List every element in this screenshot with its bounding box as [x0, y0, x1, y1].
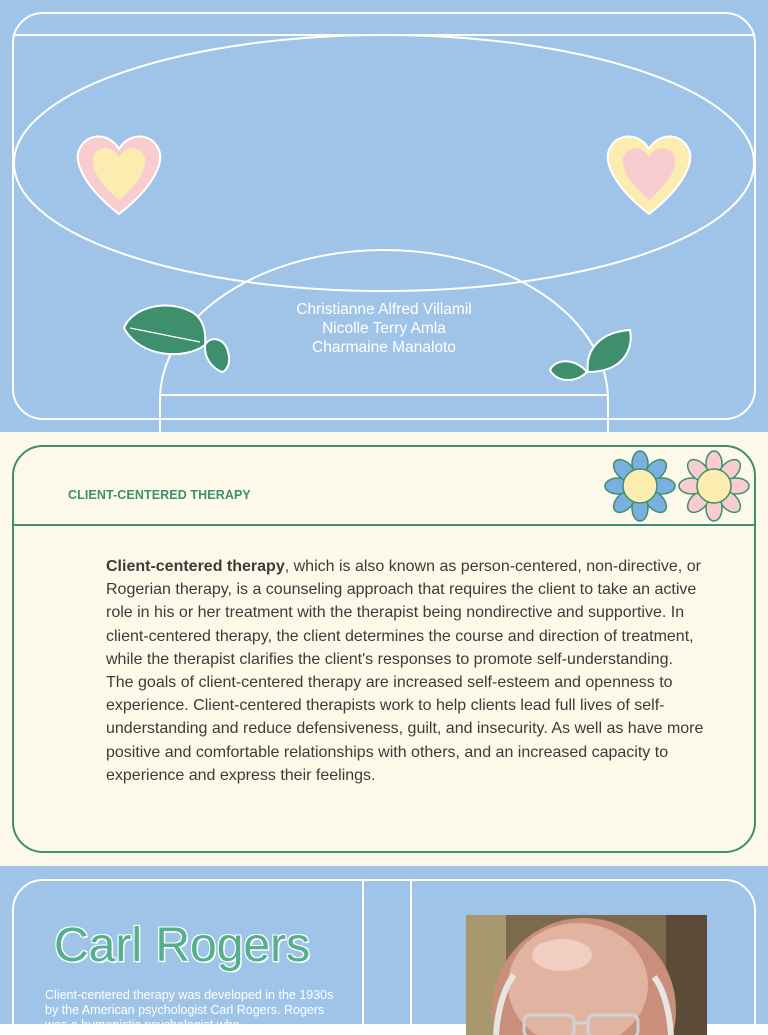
definition-body	[106, 555, 706, 787]
flower-blue-icon	[605, 451, 675, 521]
definition-text: , which is also known as person-centered, non-directive, or Rogerian therapy, is a counseling approach that requires the client to take an active role in his or her treatment with the therapist being nondirective and supportive. In client-centered therapy, the client determines the course and direction of treatment, while the therapist clarifies the client's responses to promote self-understanding.	[106, 558, 701, 668]
cover-slide	[0, 0, 768, 432]
rogers-slide	[0, 866, 768, 1032]
section-title: CLIENT-CENTERED THERAPY	[68, 488, 251, 502]
definition-term: Client-centered therapy	[106, 558, 285, 575]
author-name: Charmaine Manaloto	[312, 339, 456, 356]
author-name: Nicolle Terry Amla	[322, 320, 446, 337]
rogers-description: Client-centered therapy was developed in the 1930s by the American psychologist Carl Rogers. Rogers was a humanistic psychologist who	[45, 988, 334, 1032]
goals-paragraph: The goals of client-centered therapy are increased self-esteem and openness to experience. Client-centered therapists work to help clients lead full lives of self-understanding and reduce defensiveness, guilt, and insecurity. As well as have more positive and comfortable relationships with others, and an increased capacity to experience and express their feelings.	[106, 674, 704, 784]
author-name: Christianne Alfred Villamil	[296, 301, 472, 318]
carl-rogers-photo	[466, 915, 707, 1035]
definition-slide	[0, 432, 768, 866]
definition-paragraph	[106, 555, 706, 671]
flower-pink-icon	[679, 451, 749, 521]
author-list	[234, 300, 534, 357]
heart-left-icon	[78, 136, 160, 214]
leaf-right-icon	[550, 330, 631, 380]
rogers-title: Carl Rogers	[54, 919, 311, 972]
leaf-left-icon	[124, 305, 229, 372]
cover-decoration	[0, 0, 768, 432]
heart-right-icon	[608, 136, 690, 214]
